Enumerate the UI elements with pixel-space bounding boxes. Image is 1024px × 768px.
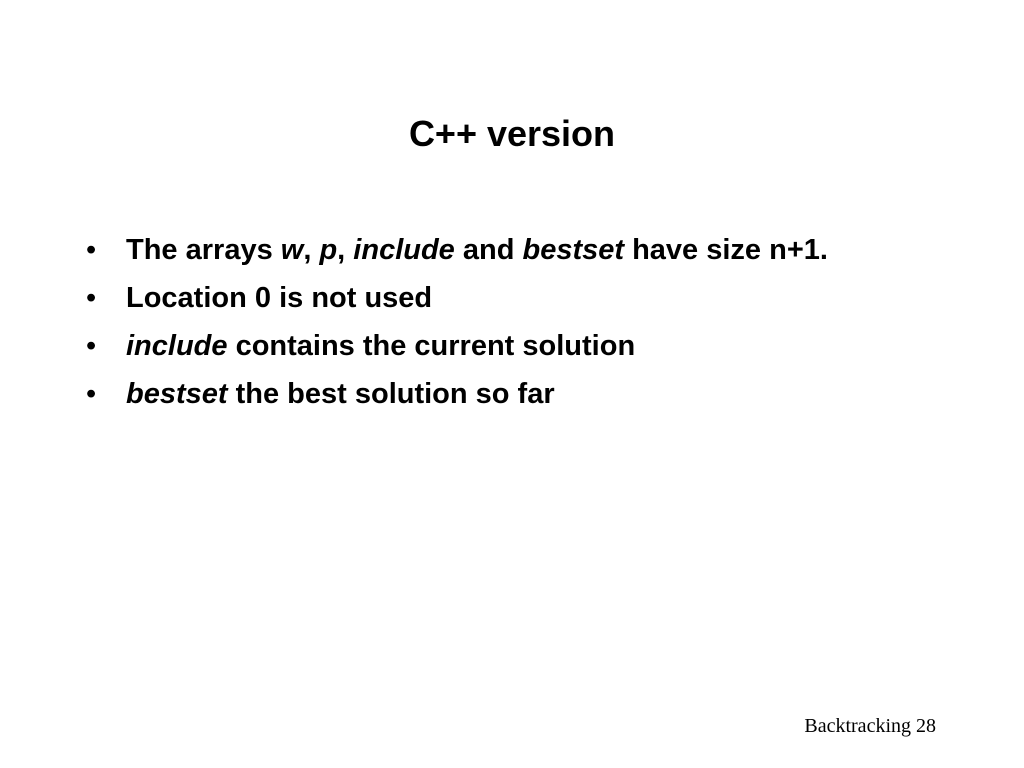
bullet-text-segment-italic: p bbox=[319, 234, 338, 266]
bullet-text-segment-italic: include bbox=[353, 234, 455, 266]
bullet-marker: • bbox=[86, 378, 97, 410]
bullet-marker: • bbox=[86, 330, 97, 362]
bullet-text-segment: Location 0 is not used bbox=[126, 282, 433, 314]
bullet-item bbox=[86, 278, 906, 318]
bullet-marker: • bbox=[86, 234, 97, 266]
bullet-text-segment-italic: bestset bbox=[522, 234, 625, 266]
bullet-list bbox=[86, 230, 906, 422]
bullet-text-segment: , bbox=[303, 234, 320, 266]
bullet-text bbox=[126, 378, 555, 410]
bullet-item bbox=[86, 230, 906, 270]
bullet-text-segment-italic: w bbox=[280, 234, 304, 266]
bullet-text-segment: and bbox=[454, 234, 523, 266]
bullet-text-segment: the best solution so far bbox=[227, 378, 555, 410]
bullet-item bbox=[86, 326, 906, 366]
bullet-text bbox=[126, 234, 828, 266]
bullet-text-segment: contains the current solution bbox=[227, 330, 636, 362]
bullet-text-segment: , bbox=[337, 234, 354, 266]
bullet-text bbox=[126, 330, 635, 362]
bullet-text-segment-italic: include bbox=[126, 330, 228, 362]
bullet-text-segment-italic: bestset bbox=[126, 378, 228, 410]
bullet-item bbox=[86, 374, 906, 414]
slide-title: C++ version bbox=[408, 113, 616, 154]
bullet-text-segment: The arrays bbox=[126, 234, 281, 266]
slide-footer-page-label: Backtracking 28 bbox=[804, 715, 936, 737]
bullet-text-segment: have size n+1. bbox=[624, 234, 828, 266]
bullet-text bbox=[126, 282, 432, 314]
bullet-marker: • bbox=[86, 282, 97, 314]
